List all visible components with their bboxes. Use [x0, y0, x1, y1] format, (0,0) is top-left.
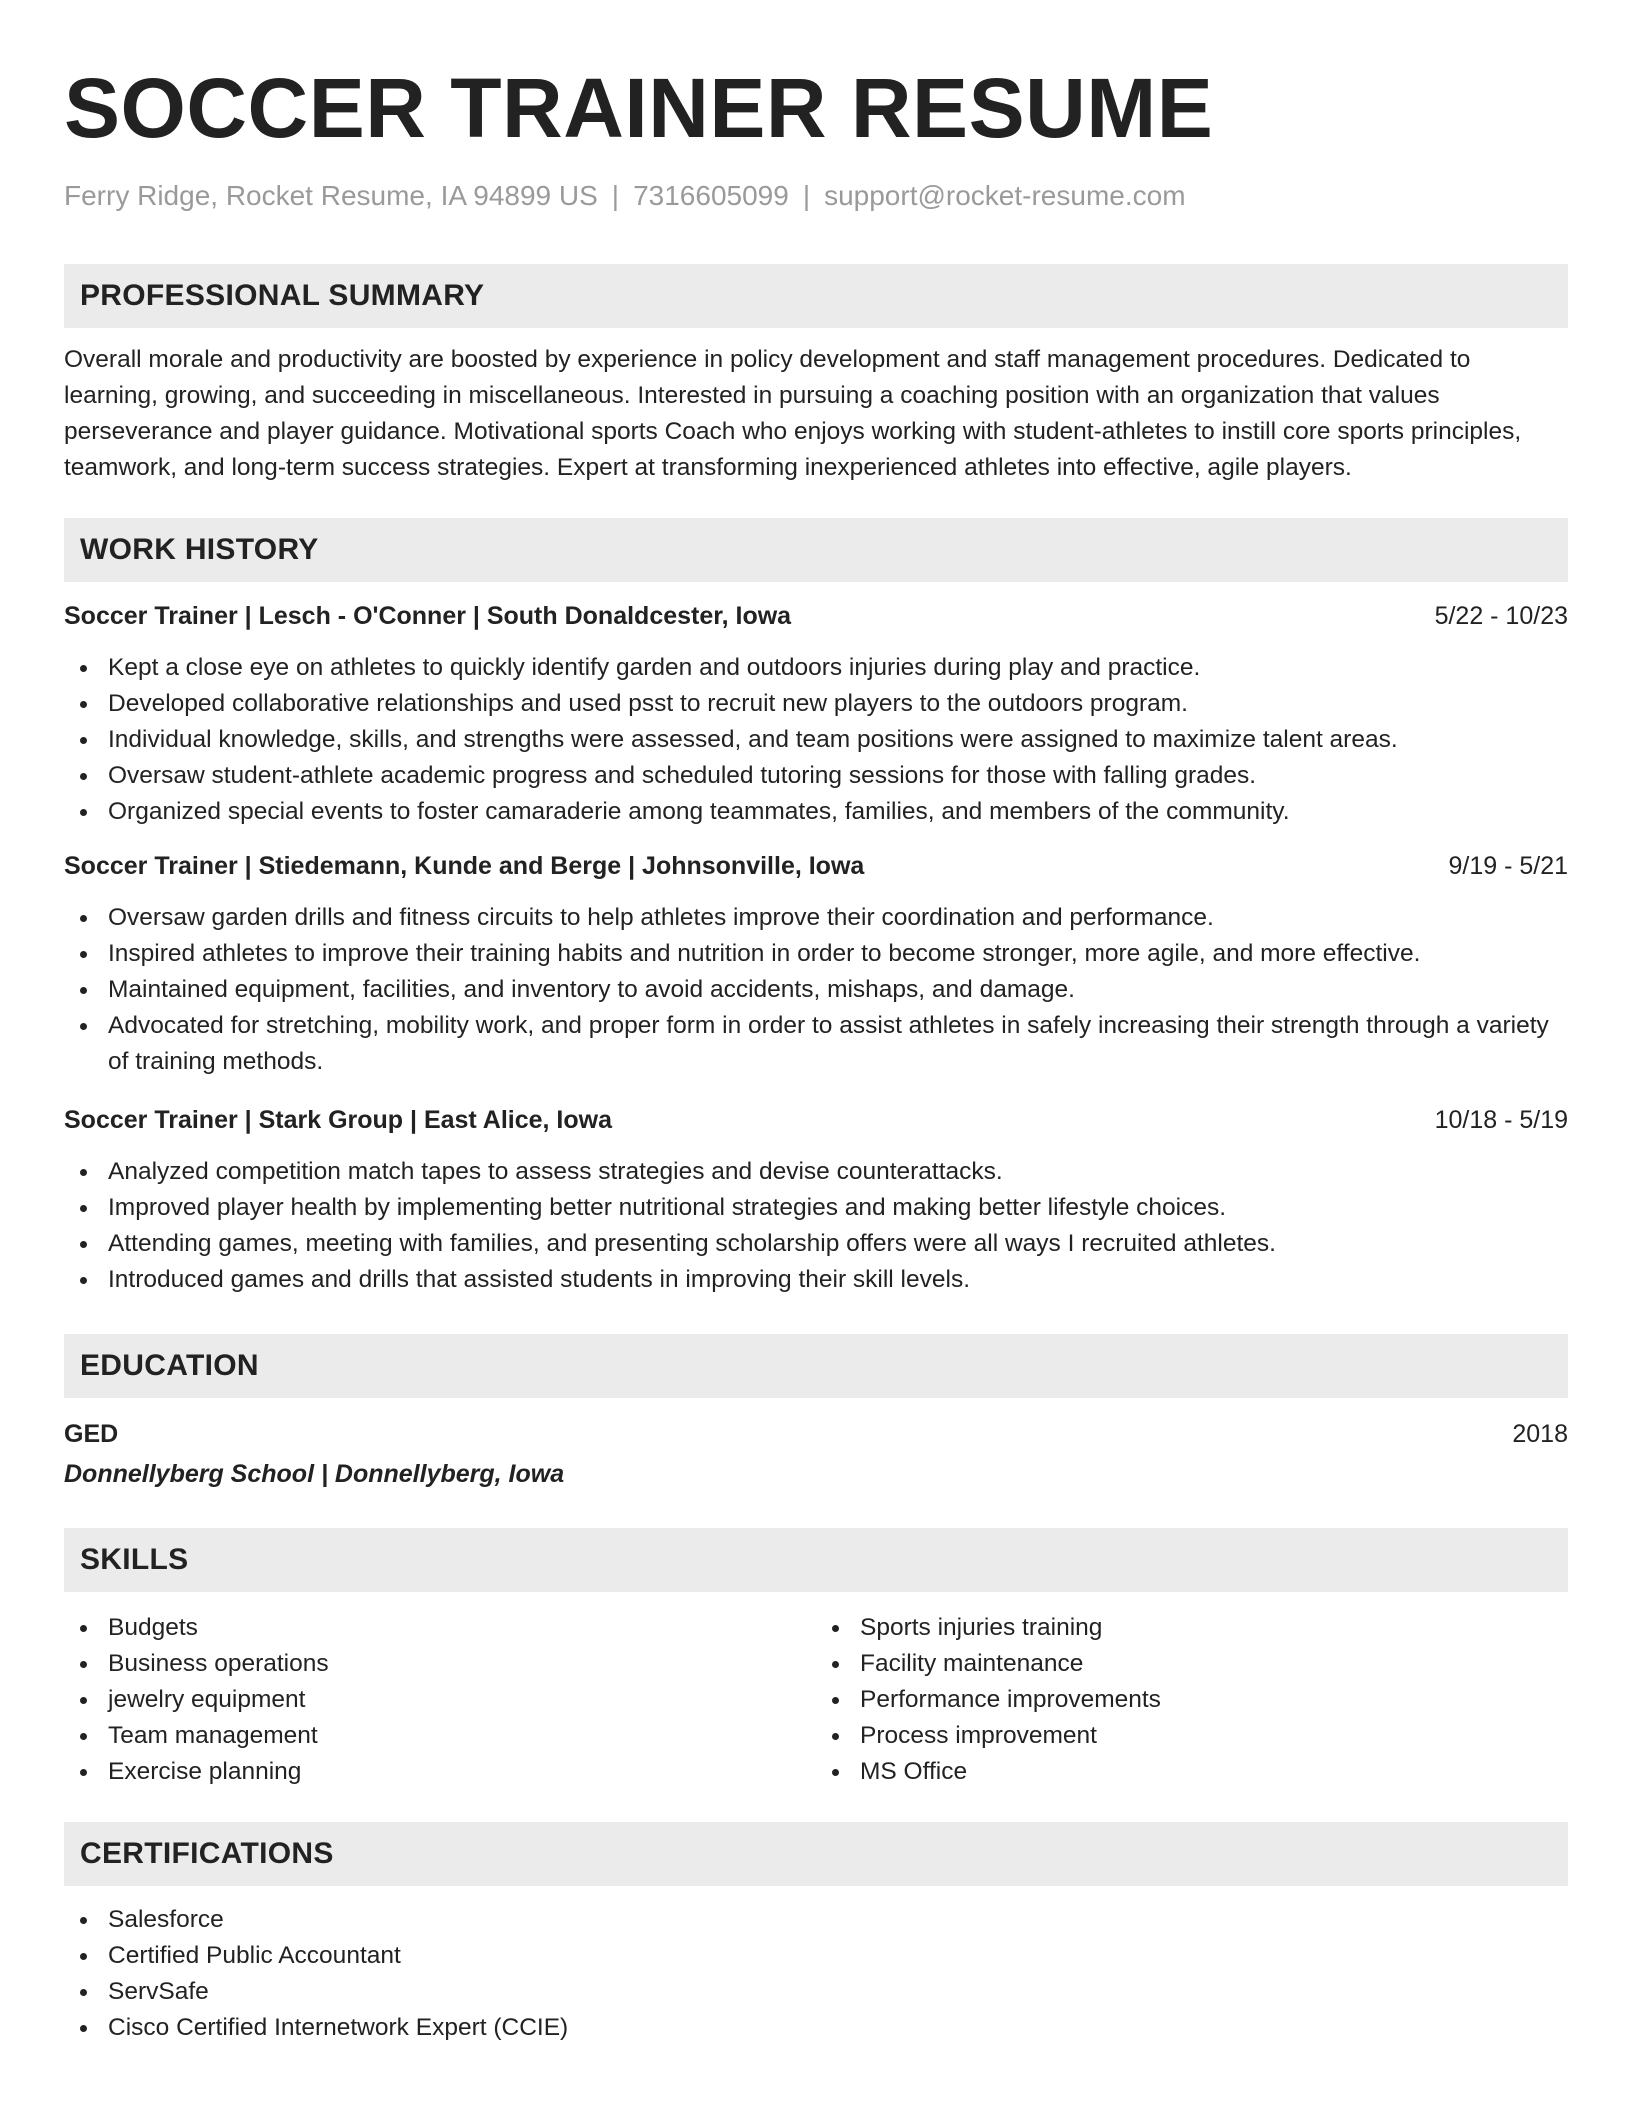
job-title: Soccer Trainer | Lesch - O'Conner | South Donaldcester, Iowa [64, 602, 792, 630]
job-title: Soccer Trainer | Stiedemann, Kunde and Berge | Johnsonville, Iowa [64, 852, 865, 880]
skill-item: Facility maintenance [816, 1646, 1568, 1682]
job-bullet: Organized special events to foster camaraderie among teammates, families, and members of the community. [64, 794, 1568, 830]
job-bullets [64, 1154, 1568, 1298]
skills-grid [64, 1610, 1568, 1790]
skill-item: Team management [64, 1718, 816, 1754]
job-dates: 5/22 - 10/23 [1434, 602, 1568, 630]
job-bullets [64, 900, 1568, 1080]
section-header-summary: PROFESSIONAL SUMMARY [64, 264, 1568, 328]
skill-item: Process improvement [816, 1718, 1568, 1754]
education-year: 2018 [1512, 1420, 1568, 1448]
resume-title: SOCCER TRAINER RESUME [64, 61, 1214, 155]
contact-separator: | [611, 180, 620, 211]
job-bullet: Kept a close eye on athletes to quickly identify garden and outdoors injuries during play and practice. [64, 650, 1568, 686]
summary-text: Overall morale and productivity are boosted by experience in policy development and staff management procedures. Dedicated to learning, growing, and succeeding in miscellaneous. Interested in pursuing a coaching position with an organization that values perseverance and player guidance. Motivational sports Coach who enjoys working with student-athletes to instill core sports principles, teamwork, and long-term success strategies. Expert at transforming inexperienced athletes into effective, agile players. [64, 346, 1522, 481]
job-header [64, 1102, 1568, 1138]
certifications-list [64, 1902, 1568, 2046]
section-header-work-history: WORK HISTORY [64, 518, 1568, 582]
certification-item: Salesforce [64, 1902, 1568, 1938]
skill-item: jewelry equipment [64, 1682, 816, 1718]
education-school: Donnellyberg School | Donnellyberg, Iowa [64, 1460, 565, 1488]
job-bullets [64, 650, 1568, 830]
skill-item: MS Office [816, 1754, 1568, 1790]
skill-item: Exercise planning [64, 1754, 816, 1790]
job-title: Soccer Trainer | Stark Group | East Alice, Iowa [64, 1106, 612, 1134]
section-header-skills: SKILLS [64, 1528, 1568, 1592]
job-bullet: Individual knowledge, skills, and strengths were assessed, and team positions were assigned to maximize talent areas. [64, 722, 1568, 758]
education-header [64, 1416, 1568, 1452]
job-dates: 9/19 - 5/21 [1448, 852, 1568, 880]
job-dates: 10/18 - 5/19 [1434, 1106, 1568, 1134]
section-header-certifications: CERTIFICATIONS [64, 1822, 1568, 1886]
job-bullet: Analyzed competition match tapes to assess strategies and devise counterattacks. [64, 1154, 1568, 1190]
job-bullet: Oversaw garden drills and fitness circuits to help athletes improve their coordination and performance. [64, 900, 1568, 936]
job-bullet: Introduced games and drills that assisted students in improving their skill levels. [64, 1262, 1568, 1298]
education-degree: GED [64, 1420, 119, 1448]
contact-phone: 7316605099 [633, 180, 789, 211]
contact-line [64, 178, 1568, 214]
skills-column-right [816, 1610, 1568, 1790]
skills-list [64, 1610, 816, 1790]
contact-email: support@rocket-resume.com [824, 180, 1186, 211]
contact-address: Ferry Ridge, Rocket Resume, IA 94899 US [64, 180, 598, 211]
job-bullet: Oversaw student-athlete academic progress and scheduled tutoring sessions for those with falling grades. [64, 758, 1568, 794]
job-header [64, 598, 1568, 634]
job-header [64, 848, 1568, 884]
skill-item: Sports injuries training [816, 1610, 1568, 1646]
skills-column-left [64, 1610, 816, 1790]
skill-item: Performance improvements [816, 1682, 1568, 1718]
skills-list [816, 1610, 1568, 1790]
job-bullet: Developed collaborative relationships and used psst to recruit new players to the outdoors program. [64, 686, 1568, 722]
skill-item: Business operations [64, 1646, 816, 1682]
section-header-education: EDUCATION [64, 1334, 1568, 1398]
job-bullet: Inspired athletes to improve their training habits and nutrition in order to become stronger, more agile, and more effective. [64, 936, 1568, 972]
job-bullet: Improved player health by implementing better nutritional strategies and making better lifestyle choices. [64, 1190, 1568, 1226]
certification-item: Cisco Certified Internetwork Expert (CCIE) [64, 2010, 1568, 2046]
skill-item: Budgets [64, 1610, 816, 1646]
job-bullet: Maintained equipment, facilities, and inventory to avoid accidents, mishaps, and damage. [64, 972, 1568, 1008]
contact-separator: | [802, 180, 811, 211]
job-bullet: Advocated for stretching, mobility work, and proper form in order to assist athletes in safely increasing their strength through a variety of training methods. [64, 1008, 1568, 1080]
job-bullet: Attending games, meeting with families, and presenting scholarship offers were all ways I recruited athletes. [64, 1226, 1568, 1262]
certification-item: Certified Public Accountant [64, 1938, 1568, 1974]
certification-item: ServSafe [64, 1974, 1568, 2010]
